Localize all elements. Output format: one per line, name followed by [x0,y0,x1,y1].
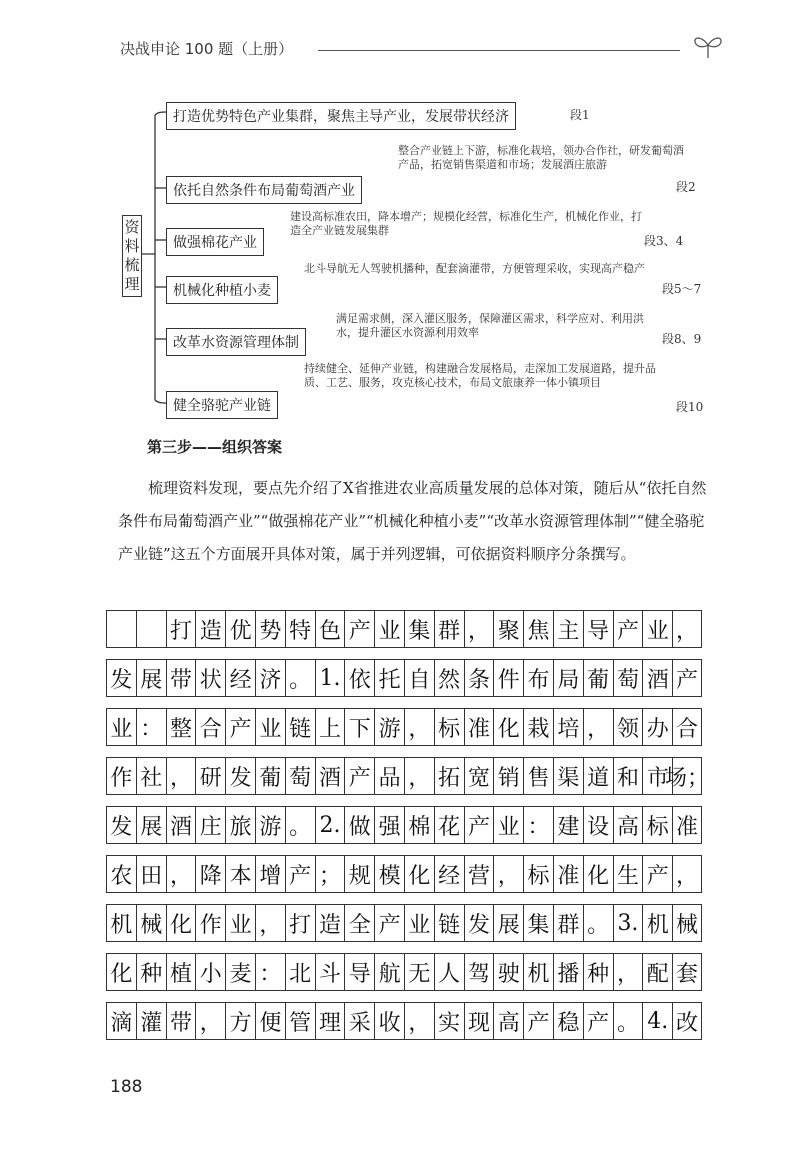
answer-cell: 产 [642,855,672,893]
answer-cell: 整 [166,708,196,746]
answer-row [106,953,702,997]
answer-cell: 场； [672,757,702,795]
answer-cell: 发 [225,757,255,795]
answer-cell: 造 [195,610,225,648]
answer-cell: 化 [493,708,523,746]
answer-cell: 市 [642,757,672,795]
answer-cell: 业 [374,610,404,648]
answer-cell: 农 [106,855,136,893]
answer-cell: 产 [285,855,315,893]
answer-cell: 做 [344,806,374,844]
answer-cell: 业 [106,708,136,746]
answer-cell: 集 [404,610,434,648]
mindmap-desc-5: 满足需求侧，深入灌区服务，保障灌区需求，科学应对、利用洪水，提升灌区水资源利用效率 [336,312,644,339]
answer-cell: 上 [315,708,345,746]
answer-cell: 产 [344,757,374,795]
answer-cell: 业 [642,610,672,648]
answer-cell: 售 [523,757,553,795]
answer-row [106,1002,702,1046]
answer-cell: 局 [553,659,583,697]
answer-cell: 机 [523,953,553,991]
answer-cell: 渠 [553,757,583,795]
answer-cell: 宽 [464,757,494,795]
mindmap-seg-6: 段10 [676,400,704,414]
answer-cell: 。 [285,806,315,844]
answer-cell: 打 [285,904,315,942]
mindmap-seg-1: 段1 [570,108,590,122]
answer-cell: 1. [315,659,345,697]
answer-cell: 准 [672,806,702,844]
answer-cell: 条 [464,659,494,697]
answer-cell: ： [136,708,166,746]
answer-cell: 4. [642,1002,672,1040]
answer-cell: 械 [672,904,702,942]
answer-cell: 产 [374,904,404,942]
answer-row [106,806,702,850]
answer-cell: 游 [374,708,404,746]
answer-cell: 花 [434,806,464,844]
answer-cell: 稳 [553,1002,583,1040]
analysis-paragraph: 梳理资料发现，要点先介绍了X省推进农业高质量发展的总体对策，随后从“依托自然条件布局葡萄酒产业”“做强棉花产业”“机械化种植小麦”“改革水资源管理体制”“健全骆驼产业链”这五个方面展开具体对策，属于并列逻辑，可依据资料顺序分条撰写。 [118,479,707,563]
answer-cell: 3. [613,904,643,942]
answer-cell: 经 [225,659,255,697]
answer-cell: 小 [195,953,225,991]
answer-cell: 强 [374,806,404,844]
answer-cell: 领 [613,708,643,746]
answer-cell: ， [672,855,702,893]
answer-cell: 标 [642,806,672,844]
answer-cell: 导 [344,953,374,991]
answer-cell: 。 [583,904,613,942]
answer-cell: ， [613,953,643,991]
answer-cell: 滴 [106,1002,136,1040]
answer-cell: 打 [166,610,196,648]
answer-cell: 机 [106,904,136,942]
answer-cell: 营 [464,855,494,893]
answer-cell: ， [404,1002,434,1040]
answer-cell: 产 [583,1002,613,1040]
answer-cell: 集 [523,904,553,942]
answer-cell: 产 [344,610,374,648]
answer-cell: 合 [672,708,702,746]
answer-cell: ， [166,757,196,795]
answer-cell: 灌 [136,1002,166,1040]
answer-cell: 高 [613,806,643,844]
answer-cell: 带 [166,659,196,697]
answer-cell: 无 [404,953,434,991]
answer-cell: 发 [464,904,494,942]
answer-cell: 萄 [285,757,315,795]
mindmap-root: 资料梳理 [122,215,142,297]
answer-cell: 增 [255,855,285,893]
answer-cell: 庄 [195,806,225,844]
answer-cell: 色 [315,610,345,648]
answer-cell: 建 [553,806,583,844]
answer-cell: 聚 [493,610,523,648]
answer-cell: 发 [106,659,136,697]
answer-cell: ， [195,1002,225,1040]
answer-cell: 展 [136,806,166,844]
answer-cell: 业 [255,708,285,746]
mindmap-branch-5: 改革水资源管理体制 [166,328,306,356]
answer-cell: 特 [285,610,315,648]
answer-cell: 焦 [523,610,553,648]
answer-cell: 本 [225,855,255,893]
answer-cell: 。 [285,659,315,697]
answer-cell: 合 [195,708,225,746]
answer-cell: 造 [315,904,345,942]
answer-cell: 旅 [225,806,255,844]
answer-row [106,904,702,948]
answer-cell: 降 [195,855,225,893]
answer-cell: 托 [374,659,404,697]
answer-cell: 群 [553,904,583,942]
answer-cell: 实 [434,1002,464,1040]
answer-row [106,610,702,654]
answer-cell: 状 [195,659,225,697]
answer-cell: ， [493,855,523,893]
answer-cell: 销 [493,757,523,795]
answer-cell: 航 [374,953,404,991]
answer-cell: 酒 [642,659,672,697]
answer-cell: 斗 [315,953,345,991]
mindmap-desc-6: 持续健全、延伸产业链，构建融合发展格局，走深加工发展道路，提升品质、工艺、服务，攻克核心技术，布局文旅康养一体小镇项目 [304,362,656,389]
answer-cell: 展 [136,659,166,697]
mindmap-seg-4: 段5～7 [662,282,702,296]
answer-cell: 机 [642,904,672,942]
answer-cell: 带 [166,1002,196,1040]
answer-cell: 产 [464,806,494,844]
answer-cell: 化 [166,904,196,942]
mindmap-branch-6: 健全骆驼产业链 [166,391,278,419]
answer-cell: 理 [315,1002,345,1040]
answer-cell: 现 [464,1002,494,1040]
answer-cell: ： [523,806,553,844]
answer-cell: 葡 [583,659,613,697]
answer-cell: 设 [583,806,613,844]
answer-cell: ， [672,610,702,648]
answer-cell: 势 [255,610,285,648]
answer-cell: 植 [166,953,196,991]
mindmap-branch-2: 依托自然条件布局葡萄酒产业 [166,176,362,204]
answer-cell: 济 [255,659,285,697]
answer-cell: ， [404,708,434,746]
answer-cell: 品 [374,757,404,795]
mindmap-branch-4: 机械化种植小麦 [166,276,278,304]
answer-cell: 社 [136,757,166,795]
answer-cell: 驾 [464,953,494,991]
answer-cell: 作 [106,757,136,795]
answer-cell: 和 [613,757,643,795]
answer-cell: 准 [553,855,583,893]
answer-cell: ； [315,855,345,893]
answer-cell: 北 [285,953,315,991]
answer-cell: 高 [493,1002,523,1040]
answer-cell: 产 [523,1002,553,1040]
mindmap-branch-1: 打造优势特色产业集群，聚焦主导产业，发展带状经济 [166,102,516,130]
answer-cell: 游 [255,806,285,844]
answer-cell: 化 [583,855,613,893]
answer-cell: 。 [613,1002,643,1040]
answer-cell: ： [255,953,285,991]
answer-cell: 播 [553,953,583,991]
answer-cell [136,610,166,648]
answer-cell: 收 [374,1002,404,1040]
answer-cell: 培 [553,708,583,746]
answer-cell: 方 [225,1002,255,1040]
answer-cell: 自 [404,659,434,697]
answer-cell: 然 [434,659,464,697]
answer-cell: 研 [195,757,225,795]
answer-cell: 件 [493,659,523,697]
answer-cell: 改 [672,1002,702,1040]
answer-cell: 化 [106,953,136,991]
answer-cell: 依 [344,659,374,697]
answer-cell: 主 [553,610,583,648]
answer-cell: ， [464,610,494,648]
answer-cell: 萄 [613,659,643,697]
mindmap-seg-2: 段2 [676,180,696,194]
answer-cell: 采 [344,1002,374,1040]
answer-cell: 规 [344,855,374,893]
answer-cell: 准 [464,708,494,746]
answer-cell: 葡 [255,757,285,795]
answer-cell: 标 [434,708,464,746]
answer-cell: 便 [255,1002,285,1040]
answer-cell: 套 [672,953,702,991]
answer-cell: 拓 [434,757,464,795]
answer-cell: 全 [344,904,374,942]
answer-cell: 业 [404,904,434,942]
answer-cell: 业 [225,904,255,942]
answer-cell: 产 [613,610,643,648]
answer-cell: 业 [493,806,523,844]
answer-cell: 标 [523,855,553,893]
answer-cell: 械 [136,904,166,942]
mindmap-seg-3: 段3、4 [644,234,684,248]
answer-row [106,659,702,703]
answer-cell: 化 [404,855,434,893]
answer-cell: ， [255,904,285,942]
answer-cell: ， [583,708,613,746]
answer-cell: 种 [136,953,166,991]
answer-row [106,708,702,752]
answer-cell: 导 [583,610,613,648]
answer-cell: 田 [136,855,166,893]
mindmap-desc-4: 北斗导航无人驾驶机播种，配套滴灌带，方便管理采收，实现高产稳产 [304,262,645,275]
answer-cell: 布 [523,659,553,697]
step-title: 第三步——组织答案 [147,438,283,456]
answer-cell: 人 [434,953,464,991]
answer-cell: 模 [374,855,404,893]
answer-cell: 管 [285,1002,315,1040]
answer-cell [106,610,136,648]
answer-cell: 产 [225,708,255,746]
answer-cell: 优 [225,610,255,648]
answer-cell: 作 [195,904,225,942]
answer-cell: 下 [344,708,374,746]
answer-cell: 麦 [225,953,255,991]
answer-cell: 群 [434,610,464,648]
mindmap-desc-2: 整合产业链上下游，标准化栽培，领办合作社，研发葡萄酒产品，拓宽销售渠道和市场；发展酒庄旅游 [398,144,684,171]
mindmap-branch-3: 做强棉花产业 [166,228,264,256]
page-number: 188 [110,1077,143,1097]
answer-cell: 道 [583,757,613,795]
answer-row [106,757,710,801]
answer-cell: 酒 [166,806,196,844]
answer-cell: 驶 [493,953,523,991]
answer-cell: 经 [434,855,464,893]
answer-cell: 展 [493,904,523,942]
answer-cell: 酒 [315,757,345,795]
answer-cell: 栽 [523,708,553,746]
answer-cell: 种 [583,953,613,991]
mindmap-desc-3: 建设高标准农田，降本增产；规模化经营，标准化生产，机械化作业，打造全产业链发展集群 [290,210,642,237]
answer-cell: ， [404,757,434,795]
mindmap-seg-5: 段8、9 [662,332,702,346]
answer-row [106,855,702,899]
answer-cell: 办 [642,708,672,746]
answer-cell: 链 [285,708,315,746]
answer-cell: 发 [106,806,136,844]
answer-cell: 棉 [404,806,434,844]
answer-cell: 配 [642,953,672,991]
running-header: 决战申论 100 题（上册） [120,40,294,58]
answer-cell: 产 [672,659,702,697]
answer-cell: 生 [613,855,643,893]
answer-cell: 2. [315,806,345,844]
answer-cell: 链 [434,904,464,942]
answer-cell: ， [166,855,196,893]
